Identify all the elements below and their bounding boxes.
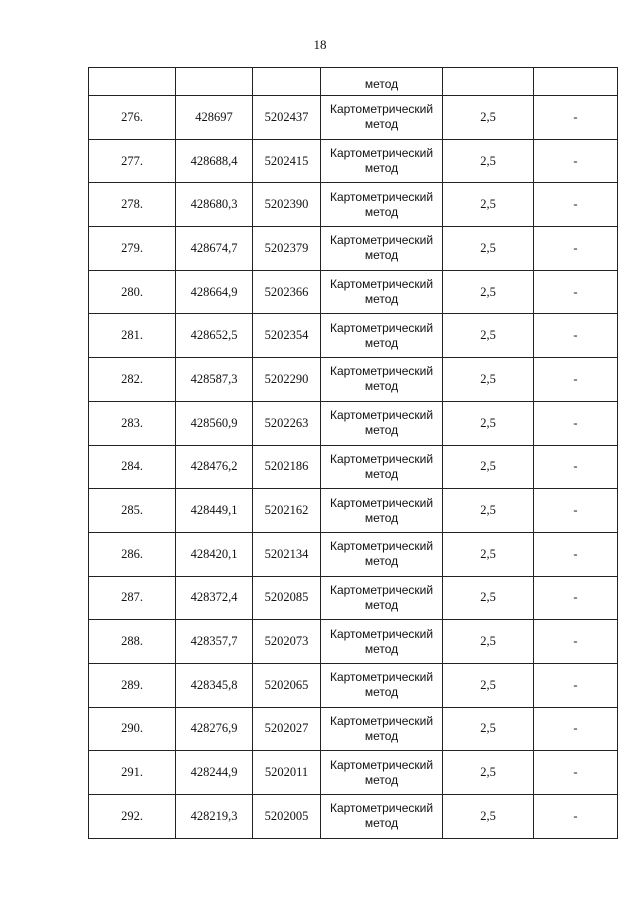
cell-x: 428372,4 [176,576,253,620]
cell-accuracy: 2,5 [443,96,534,140]
cell-method [321,227,443,271]
cell-num: 284. [89,445,176,489]
cell-y: 5202162 [253,489,321,533]
cell-accuracy: 2,5 [443,663,534,707]
cell-accuracy: 2,5 [443,532,534,576]
cell-num: 276. [89,96,176,140]
cell-note: - [534,139,618,183]
method-line-2: метод [364,510,399,525]
cell-num: 281. [89,314,176,358]
table-row [89,314,618,358]
continuation-row [89,68,618,96]
method-line-2: метод [364,685,399,700]
method-line-1: Картометрический [329,233,434,248]
method-line-2: метод [364,423,399,438]
table-row [89,620,618,664]
table-row [89,489,618,533]
table-row [89,751,618,795]
cell-accuracy: 2,5 [443,227,534,271]
method-line-1: Картометрический [329,495,434,510]
cell-y: 5202366 [253,270,321,314]
cell-accuracy: 2,5 [443,751,534,795]
cell-accuracy: 2,5 [443,620,534,664]
cell-note: - [534,445,618,489]
method-line-1: Картометрический [329,801,434,816]
cell-num: 290. [89,707,176,751]
cell-x: 428276,9 [176,707,253,751]
cell-y: 5202415 [253,139,321,183]
cell-x [176,68,253,96]
cell-note [534,68,618,96]
cell-accuracy: 2,5 [443,445,534,489]
cell-num: 277. [89,139,176,183]
table-row [89,227,618,271]
cell-note: - [534,663,618,707]
cell-note: - [534,96,618,140]
cell-num: 278. [89,183,176,227]
cell-x: 428449,1 [176,489,253,533]
method-line-2: метод [364,816,399,831]
table-row [89,270,618,314]
cell-note: - [534,183,618,227]
table-row [89,576,618,620]
cell-y: 5202379 [253,227,321,271]
method-line-1: Картометрический [329,189,434,204]
cell-num: 283. [89,401,176,445]
method-line-2: метод [364,597,399,612]
cell-accuracy: 2,5 [443,795,534,839]
cell-note: - [534,270,618,314]
method-line-1: Картометрический [329,364,434,379]
cell-method [321,270,443,314]
cell-y: 5202005 [253,795,321,839]
cell-num: 286. [89,532,176,576]
table-row [89,663,618,707]
cell-y: 5202437 [253,96,321,140]
cell-num: 279. [89,227,176,271]
table-row [89,96,618,140]
cell-y [253,68,321,96]
cell-x: 428674,7 [176,227,253,271]
cell-method [321,532,443,576]
table-row [89,795,618,839]
table-row [89,532,618,576]
method-line-1: Картометрический [329,146,434,161]
cell-x: 428652,5 [176,314,253,358]
cell-num: 280. [89,270,176,314]
cell-note: - [534,576,618,620]
cell-y: 5202065 [253,663,321,707]
cell-y: 5202134 [253,532,321,576]
cell-method [321,445,443,489]
coordinates-table [88,67,618,839]
cell-method [321,314,443,358]
cell-note: - [534,620,618,664]
cell-y: 5202011 [253,751,321,795]
cell-x: 428357,7 [176,620,253,664]
method-line-2: метод [364,161,399,176]
method-line-2: метод [364,204,399,219]
cell-note: - [534,707,618,751]
method-line-1: Картометрический [329,408,434,423]
cell-note: - [534,314,618,358]
cell-x: 428664,9 [176,270,253,314]
cell-x: 428244,9 [176,751,253,795]
cell-note: - [534,227,618,271]
method-line-1: Картометрический [329,451,434,466]
table-row [89,183,618,227]
method-line-1: Картометрический [329,102,434,117]
method-text: метод [364,77,399,91]
cell-num: 291. [89,751,176,795]
table-body [89,68,618,839]
cell-x: 428560,9 [176,401,253,445]
cell-method [321,663,443,707]
method-line-2: метод [364,641,399,656]
method-line-2: метод [364,117,399,132]
cell-note: - [534,489,618,533]
cell-x: 428688,4 [176,139,253,183]
cell-y: 5202263 [253,401,321,445]
table-row [89,707,618,751]
cell-y: 5202290 [253,358,321,402]
method-line-2: метод [364,379,399,394]
cell-method [321,576,443,620]
cell-note: - [534,358,618,402]
method-line-2: метод [364,554,399,569]
method-line-1: Картометрический [329,626,434,641]
method-line-2: метод [364,248,399,263]
cell-x: 428476,2 [176,445,253,489]
cell-method [321,489,443,533]
cell-method [321,401,443,445]
cell-y: 5202354 [253,314,321,358]
table-row [89,401,618,445]
cell-note: - [534,401,618,445]
cell-num: 289. [89,663,176,707]
cell-x: 428420,1 [176,532,253,576]
method-line-1: Картометрический [329,713,434,728]
cell-note: - [534,795,618,839]
method-line-1: Картометрический [329,277,434,292]
cell-x: 428345,8 [176,663,253,707]
method-line-1: Картометрический [329,582,434,597]
cell-accuracy: 2,5 [443,139,534,183]
cell-accuracy: 2,5 [443,314,534,358]
cell-y: 5202073 [253,620,321,664]
method-line-2: метод [364,335,399,350]
cell-num: 287. [89,576,176,620]
cell-method [321,795,443,839]
cell-accuracy: 2,5 [443,183,534,227]
cell-accuracy [443,68,534,96]
cell-method [321,358,443,402]
method-line-2: метод [364,772,399,787]
cell-method [321,751,443,795]
cell-method [321,183,443,227]
cell-y: 5202085 [253,576,321,620]
method-line-2: метод [364,728,399,743]
cell-accuracy: 2,5 [443,270,534,314]
table-row [89,445,618,489]
cell-num: 285. [89,489,176,533]
cell-method [321,620,443,664]
cell-accuracy: 2,5 [443,576,534,620]
cell-y: 5202186 [253,445,321,489]
cell-num [89,68,176,96]
cell-x: 428697 [176,96,253,140]
method-line-1: Картометрический [329,670,434,685]
cell-method [321,96,443,140]
method-line-1: Картометрический [329,757,434,772]
cell-method [321,707,443,751]
cell-method [321,68,443,96]
cell-y: 5202027 [253,707,321,751]
cell-num: 282. [89,358,176,402]
cell-x: 428587,3 [176,358,253,402]
cell-accuracy: 2,5 [443,401,534,445]
cell-method [321,139,443,183]
cell-num: 292. [89,795,176,839]
method-line-1: Картометрический [329,320,434,335]
cell-y: 5202390 [253,183,321,227]
cell-x: 428680,3 [176,183,253,227]
cell-accuracy: 2,5 [443,489,534,533]
table-row [89,358,618,402]
page-number: 18 [313,37,327,52]
cell-accuracy: 2,5 [443,358,534,402]
cell-note: - [534,532,618,576]
cell-num: 288. [89,620,176,664]
table-row [89,139,618,183]
cell-x: 428219,3 [176,795,253,839]
cell-accuracy: 2,5 [443,707,534,751]
method-line-2: метод [364,292,399,307]
method-line-1: Картометрический [329,539,434,554]
method-line-2: метод [364,466,399,481]
cell-note: - [534,751,618,795]
